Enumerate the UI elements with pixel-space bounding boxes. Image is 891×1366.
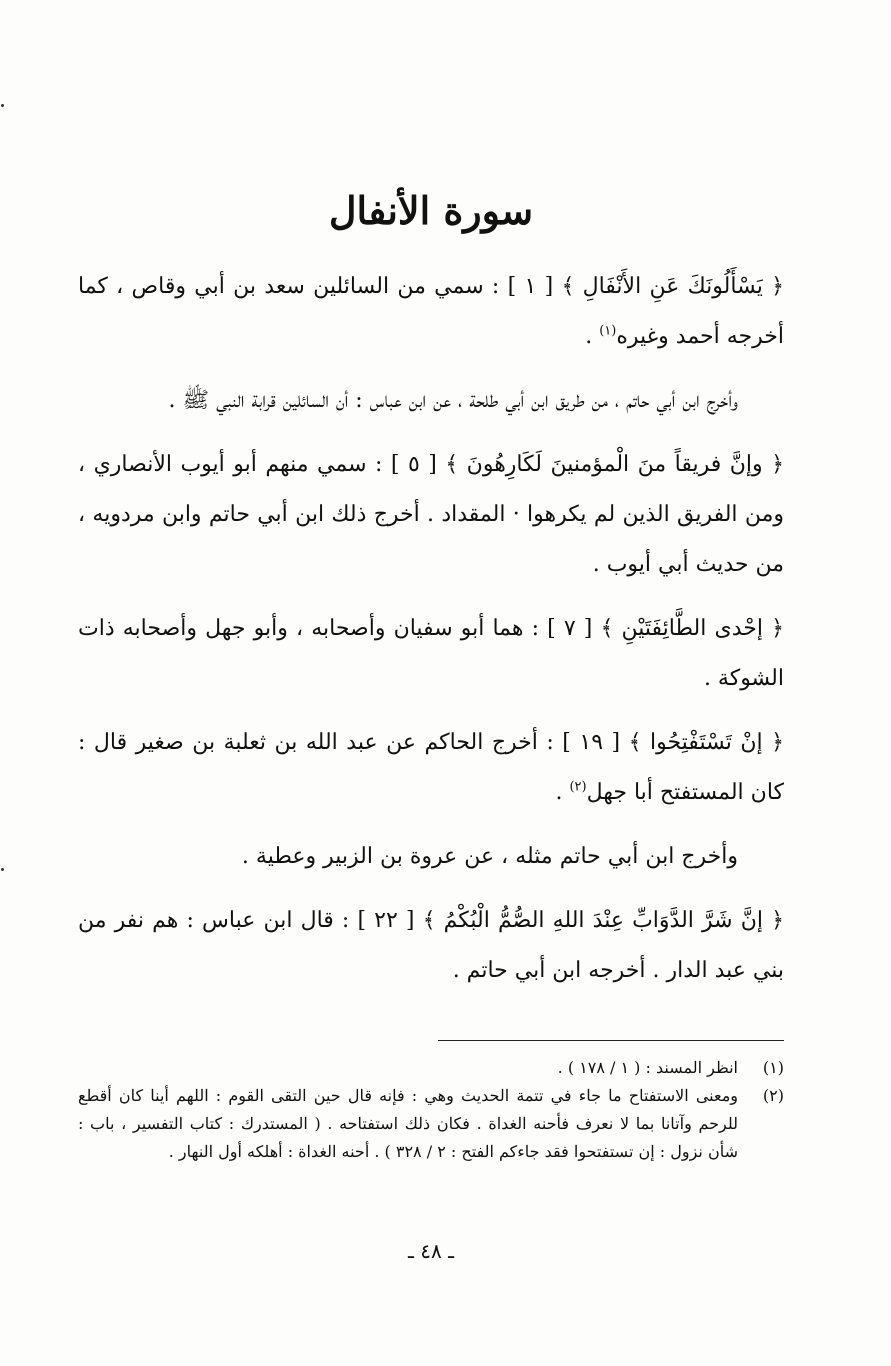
footnote-number: (١) [762, 1058, 784, 1077]
footnote-text: ومعنى الاستفتاح ما جاء في تتمة الحديث وهي : فإنه قال حين التقى القوم : اللهم أينا كان أقطع للرحم وآتانا بما لا نعرف فأحنه الغداة . فكان ذلك استفتاحه . ( المستدرك : كتاب التفسير ، باب : شأن نزول : إن تستفتحوا فقد جاءكم الفتح : ٢ / ٣٢٨ ) . أحنه الغداة : أهلكه أول النهار . [78, 1086, 738, 1161]
scan-speck [1, 868, 4, 871]
paragraph-text: ﴿ إنَّ شَرَّ الدَّوَابِّ عِنْدَ اللهِ الصُّمُّ الْبُكْمُ ﴾ [ ٢٢ ] : قال ابن عباس : هم نفر من بني عبد الدار . أخرجه ابن أبي حاتم . [78, 908, 784, 983]
footnote-ref: (٢) [569, 779, 587, 795]
body-text [78, 262, 784, 1010]
paragraph [78, 718, 784, 818]
scan-speck [1, 104, 4, 107]
paragraph [78, 376, 784, 426]
paragraph-tail: . [555, 780, 570, 805]
paragraph [78, 262, 784, 362]
paragraph [78, 604, 784, 704]
page-number: ـ ٤٨ ـ [408, 1239, 454, 1263]
page [78, 0, 784, 1366]
paragraph-tail: . [585, 324, 600, 349]
paragraph [78, 832, 784, 882]
footnote-number: (٢) [762, 1086, 784, 1105]
surah-title: سورة الأنفال [328, 188, 534, 233]
footnote [78, 1054, 784, 1082]
paragraph-text: ﴿ إحْدى الطَّائِفَتَيْنِ ﴾ [ ٧ ] : هما أبو سفيان وأصحابه ، وأبو جهل وأصحابه ذات الشوكة . [78, 616, 784, 691]
footnote-divider [438, 1040, 784, 1041]
footnote [78, 1082, 784, 1166]
paragraph-text: وأخرج ابن أبي حاتم مثله ، عن عروة بن الزبير وعطية . [241, 844, 738, 869]
paragraph [78, 896, 784, 996]
footnotes [78, 1054, 784, 1166]
paragraph-text: وأخرج ابن أبي حاتم ، من طريق ابن أبي طلحة ، عن ابن عباس : أن السائلين قرابة النبي ﷺ . [168, 388, 738, 413]
footnote-ref: (١) [599, 323, 617, 339]
paragraph-text: ﴿ يَسْأَلُونَكَ عَنِ الأَنْفَالِ ﴾ [ ١ ] : سمي من السائلين سعد بن أبي وقاص ، كما أخرجه أحمد وغيره [78, 274, 784, 349]
paragraph-text: ﴿ إنْ تَسْتَفْتِحُوا ﴾ [ ١٩ ] : أخرج الحاكم عن عبد الله بن ثعلبة بن صغير قال : كان المستفتح أبا جهل [78, 730, 784, 805]
footnote-text: انظر المسند : ( ١ / ١٧٨ ) . [557, 1058, 738, 1077]
paragraph [78, 440, 784, 590]
paragraph-text: ﴿ وإنَّ فريقاً منَ الْمؤمنينَ لَكَارِهُونَ ﴾ [ ٥ ] : سمي منهم أبو أيوب الأنصاري ، ومن الفريق الذين لم يكرهوا · المقداد . أخرج ذلك ابن أبي حاتم وابن مردويه ، من حديث أبي أيوب . [78, 452, 784, 577]
